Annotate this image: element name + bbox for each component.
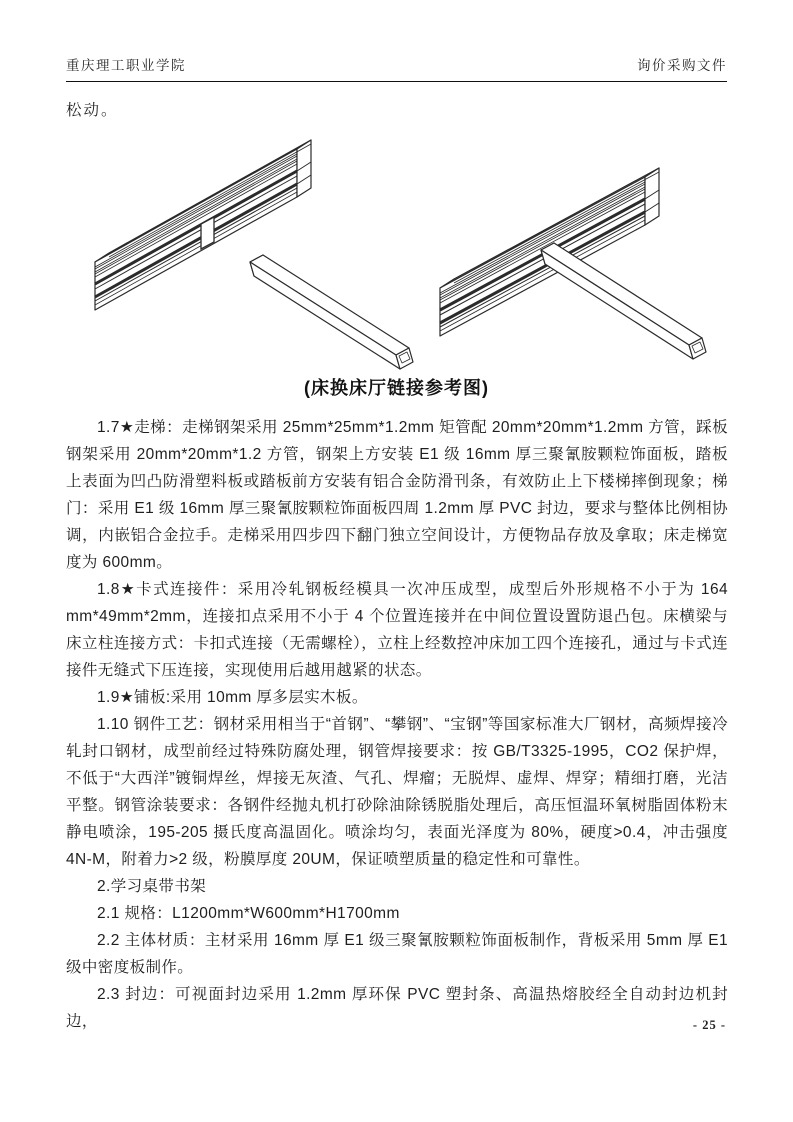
figure-band — [55, 138, 755, 376]
paragraph-1-7-ladder: 1.7★走梯：走梯钢架采用 25mm*25mm*1.2mm 矩管配 20mm*20mm*1.2mm 方管，踩板钢架采用 20mm*20mm*1.2 方管，钢架上方安装 E1 级 16mm 厚三聚氰胺颗粒饰面板，踏板上表面为凹凸防滑塑料板或踏板前方安装有铝合金防滑刊条，有效防止上下楼梯摔倒现象；梯门：采用 E1 级 16mm 厚三聚氰胺颗粒饰面板四周 1.2mm 厚 PVC 封边，要求与整体比例相协调，内嵌铝合金拉手。走梯采用四步四下翻门独立空间设计，方便物品存放及拿取；床走梯宽度为 600mm。 — [66, 419, 728, 571]
paragraph-2-2-material: 2.2 主体材质：主材采用 16mm 厚 E1 级三聚氰胺颗粒饰面板制作，背板采用 5mm 厚 E1 级中密度板制作。 — [66, 932, 728, 976]
figure-caption: (床换床厅链接参考图) — [304, 378, 489, 398]
page-header — [66, 54, 727, 82]
paragraph-1-9-plank: 1.9★铺板:采用 10mm 厚多层实木板。 — [97, 689, 368, 706]
bed-rail-separated-figure — [55, 138, 420, 376]
paragraph-1-10-steel-process: 1.10 钢件工艺：钢材采用相当于“首钢”、“攀钢”、“宝钢”等国家标准大厂钢材，高频焊接冷轧封口钢材，成型前经过特殊防腐处理，钢管焊接要求：按 GB/T3325-1995，CO2 保护焊，不低于“大西洋”镀铜焊丝，焊接无灰渣、气孔、焊瘤；无脱焊、虚焊、焊穿；精细打磨，光洁平整。钢管涂装要求：各钢件经抛丸机打砂除油除锈脱脂处理后，高压恒温环氧树脂固体粉末静电喷涂，195-205 摄氏度高温固化。喷涂均匀，表面光泽度为 80%，硬度>0.4，冲击强度 4N-M，附着力>2 级，粉膜厚度 20UM，保证喷塑质量的稳定性和可靠性。 — [66, 716, 728, 868]
bed-rail-connected-figure — [415, 138, 750, 376]
spec-text-block — [66, 414, 728, 1035]
paragraph-2-3-edge-banding: 2.3 封边：可视面封边采用 1.2mm 厚环保 PVC 塑封条、高温热熔胶经全自动封边机封边， — [66, 986, 728, 1030]
inserted-tube — [541, 243, 706, 359]
header-school-name: 重庆理工职业学院 — [66, 58, 186, 73]
header-doc-type: 询价采购文件 — [637, 58, 727, 73]
intro-line: 松动。 — [66, 102, 119, 119]
paragraph-2-1-size: 2.1 规格：L1200mm*W600mm*H1700mm — [97, 905, 400, 922]
page-number: - 25 - — [692, 1018, 726, 1032]
paragraph-1-8-connector: 1.8★卡式连接件：采用冷轧钢板经模具一次冲压成型，成型后外形规格不小于为 164 mm*49mm*2mm，连接扣点采用不小于 4 个位置连接并在中间位置设置防退凸包。床横梁与床立柱连接方式：卡扣式连接（无需螺栓），立柱上经数控冲床加工四个连接孔，通过与卡式连接件无缝式下压连接，实现使用后越用越紧的状态。 — [66, 581, 728, 679]
paragraph-2-desk-heading: 2.学习桌带书架 — [97, 878, 207, 895]
